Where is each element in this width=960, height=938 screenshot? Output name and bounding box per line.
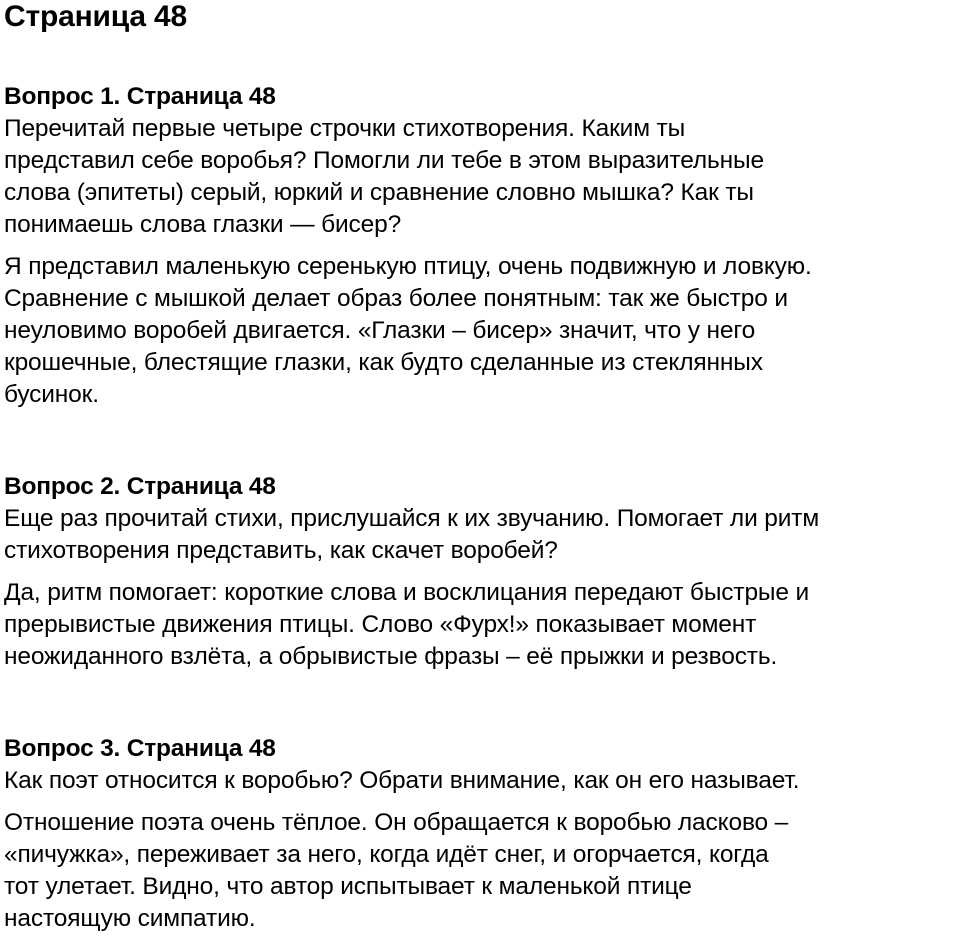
answer-text: Да, ритм помогает: короткие слова и восклицания передают быстрые и прерывистые движения птицы. Слово «Фурх!» показывает момент неожиданного взлёта, а обрывистые фразы – её прыжки и резвость.	[4, 579, 810, 670]
question-section-1	[4, 81, 956, 411]
question-section-2	[4, 471, 956, 673]
page-title: Страница 48	[4, 0, 187, 33]
question-section-3	[4, 733, 956, 935]
question-heading: Вопрос 3. Страница 48	[4, 735, 276, 762]
question-heading: Вопрос 2. Страница 48	[4, 473, 276, 500]
question-text: Перечитай первые четыре строчки стихотворения. Каким ты представил себе воробья? Помогли ли тебе в этом выразительные слова (эпитеты) серый, юркий и сравнение словно мышка? Как ты понимаешь слова глазки — бисер?	[4, 115, 764, 238]
question-heading: Вопрос 1. Страница 48	[4, 83, 276, 110]
question-text: Еще раз прочитай стихи, прислушайся к их звучанию. Помогает ли ритм стихотворения представить, как скачет воробей?	[4, 505, 820, 564]
answer-text: Отношение поэта очень тёплое. Он обращается к воробью ласково – «пичужка», переживает за него, когда идёт снег, и огорчается, когда тот улетает. Видно, что автор испытывает к маленькой птице настоящую симпатию.	[4, 809, 789, 932]
question-text: Как поэт относится к воробью? Обрати внимание, как он его называет.	[4, 767, 800, 794]
answer-text: Я представил маленькую серенькую птицу, очень подвижную и ловкую. Сравнение с мышкой делает образ более понятным: так же быстро и неуловимо воробей двигается. «Глазки – бисер» значит, что у него крошечные, блестящие глазки, как будто сделанные из стеклянных бусинок.	[4, 253, 812, 408]
